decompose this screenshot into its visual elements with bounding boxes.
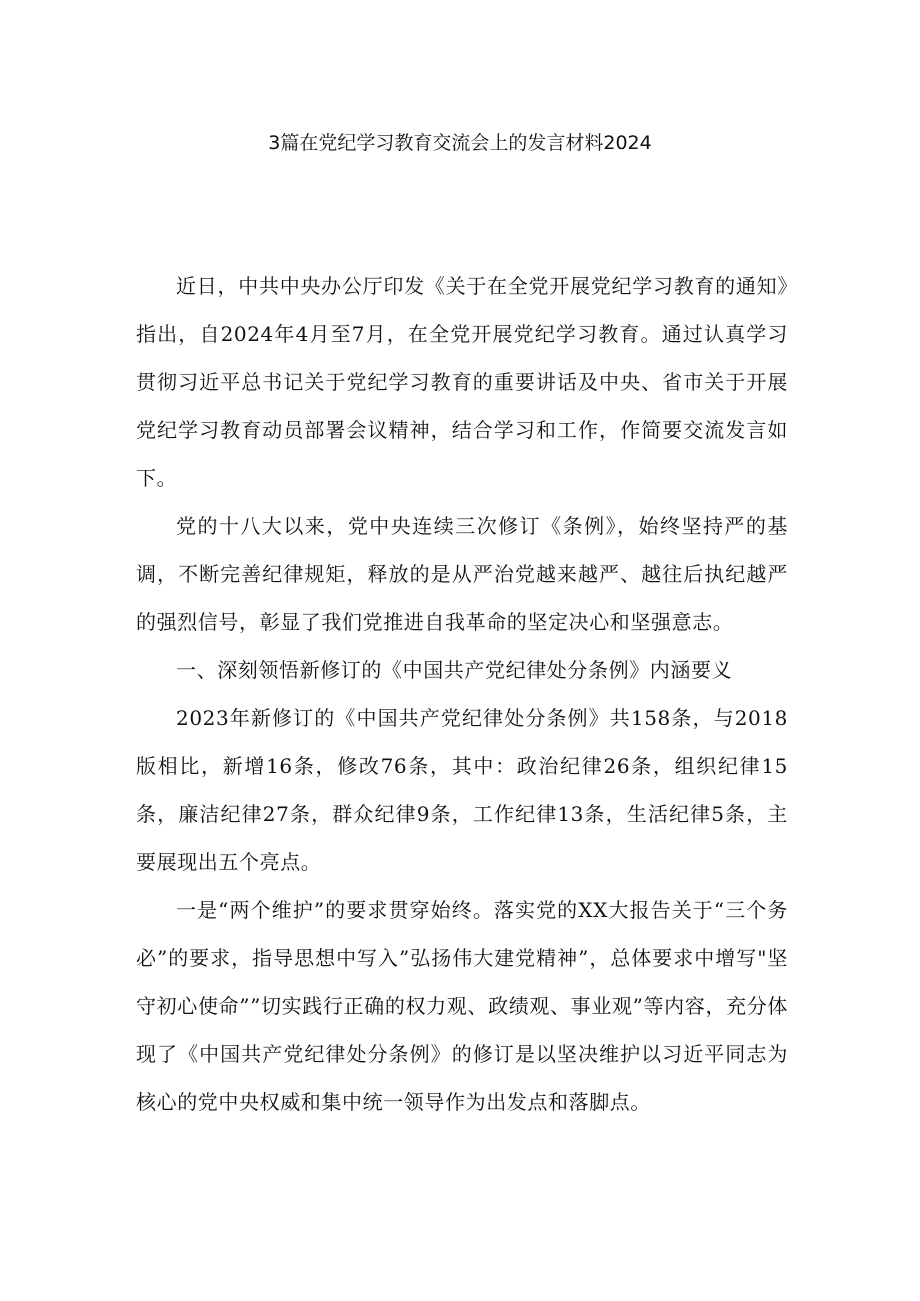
paragraph-background: 党的十八大以来，党中央连续三次修订《条例》，始终坚持严的基调，不断完善纪律规矩，释放的是从严治党越来越严、越往后执纪越严的强烈信号，彰显了我们党推进自我革命的坚定决心和坚强意志。: [136, 514, 788, 634]
section-heading-1: 一、深刻领悟新修订的《中国共产党纪律处分条例》内涵要义: [176, 658, 733, 682]
paragraph-intro: 近日，中共中央办公厅印发《关于在全党开展党纪学习教育的通知》指出，自2024年4月至7月，在全党开展党纪学习教育。通过认真学习贯彻习近平总书记关于党纪学习教育的重要讲话及中央、省市关于开展党纪学习教育动员部署会议精神，结合学习和工作，作简要交流发言如下。: [136, 274, 788, 490]
paragraph-highlight-1: 一是“两个维护”的要求贯穿始终。落实党的XX大报告关于“三个务必”的要求，指导思想中写入”弘扬伟大建党精神”，总体要求中增写"坚守初心使命””切实践行正确的权力观、政绩观、事业观”等内容，充分体现了《中国共产党纪律处分条例》的修订是以坚决维护以习近平同志为核心的党中央权威和集中统一领导作为出发点和落脚点。: [136, 898, 788, 1114]
document-body: [136, 262, 788, 1126]
document-title: 3篇在党纪学习教育交流会上的发言材料2024: [268, 132, 652, 154]
paragraph-revision-stats: 2023年新修订的《中国共产党纪律处分条例》共158条，与2018版相比，新增16条，修改76条，其中：政治纪律26条，组织纪律15条，廉洁纪律27条，群众纪律9条，工作纪律13条，生活纪律5条，主要展现出五个亮点。: [136, 706, 788, 874]
